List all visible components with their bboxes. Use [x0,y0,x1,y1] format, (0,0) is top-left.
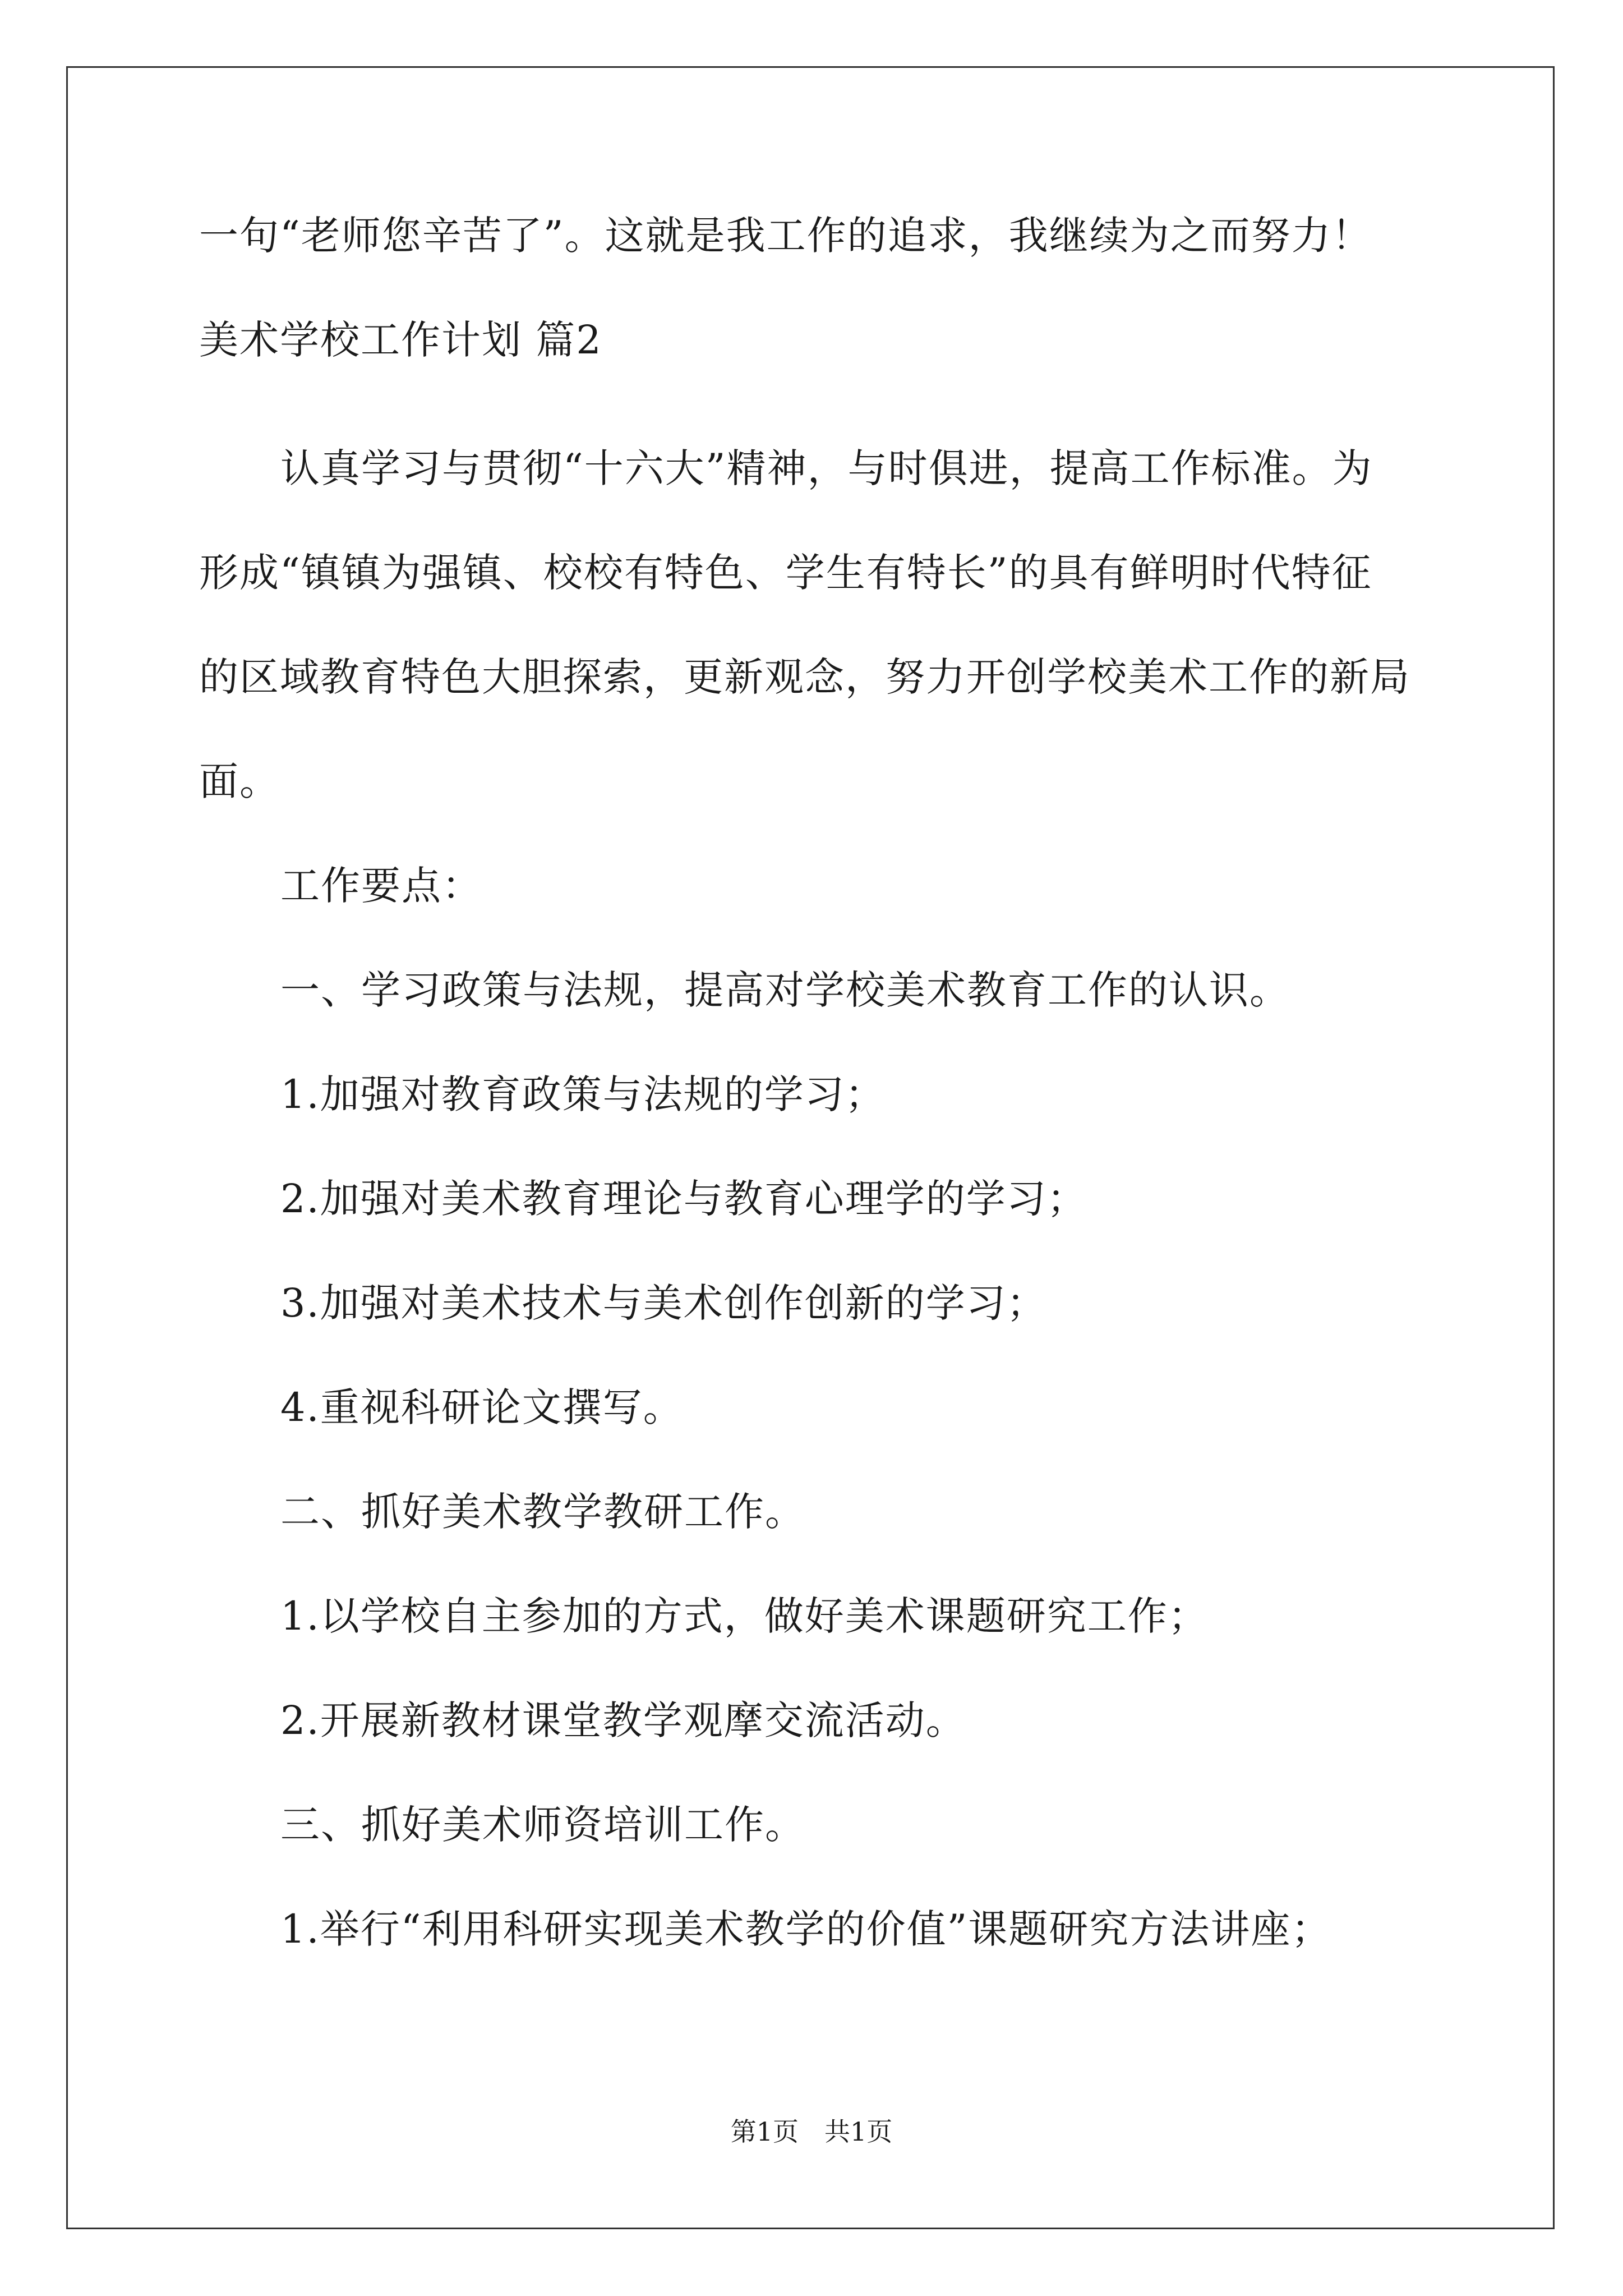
paragraph-line: 认真学习与贯彻“十六大”精神，与时俱进，提高工作标准。为 [280,445,1373,491]
list-heading: 二、抓好美术教学教研工作。 [280,1489,805,1535]
list-item: 1.以学校自主参加的方式，做好美术课题研究工作； [280,1593,1209,1639]
list-item: 2.加强对美术教育理论与教育心理学的学习； [280,1176,1087,1222]
list-item: 1.举行“利用科研实现美术教学的价值”课题研究方法讲座； [280,1906,1332,1952]
page-footer: 第1页 共1页 [730,2116,893,2147]
list-item: 2.开展新教材课堂教学观摩交流活动。 [280,1697,966,1743]
paragraph-line: 形成“镇镇为强镇、校校有特色、学生有特长”的具有鲜明时代特征 [199,550,1372,596]
paragraph-line: 面。 [199,758,280,804]
list-item: 3.加强对美术技术与美术创作创新的学习； [280,1280,1047,1326]
section-heading: 美术学校工作计划 篇2 [199,317,602,363]
list-item: 1.加强对教育政策与法规的学习； [280,1071,886,1117]
paragraph-line: 的区域教育特色大胆探索，更新观念，努力开创学校美术工作的新局 [199,654,1410,700]
paragraph-line: 一句“老师您辛苦了”。这就是我工作的追求，我继续为之而努力！ [199,213,1372,259]
list-item: 4.重视科研论文撰写。 [280,1384,684,1430]
list-heading: 一、学习政策与法规，提高对学校美术教育工作的认识。 [280,967,1290,1013]
paragraph-line: 工作要点： [280,863,482,909]
list-heading: 三、抓好美术师资培训工作。 [280,1802,805,1848]
